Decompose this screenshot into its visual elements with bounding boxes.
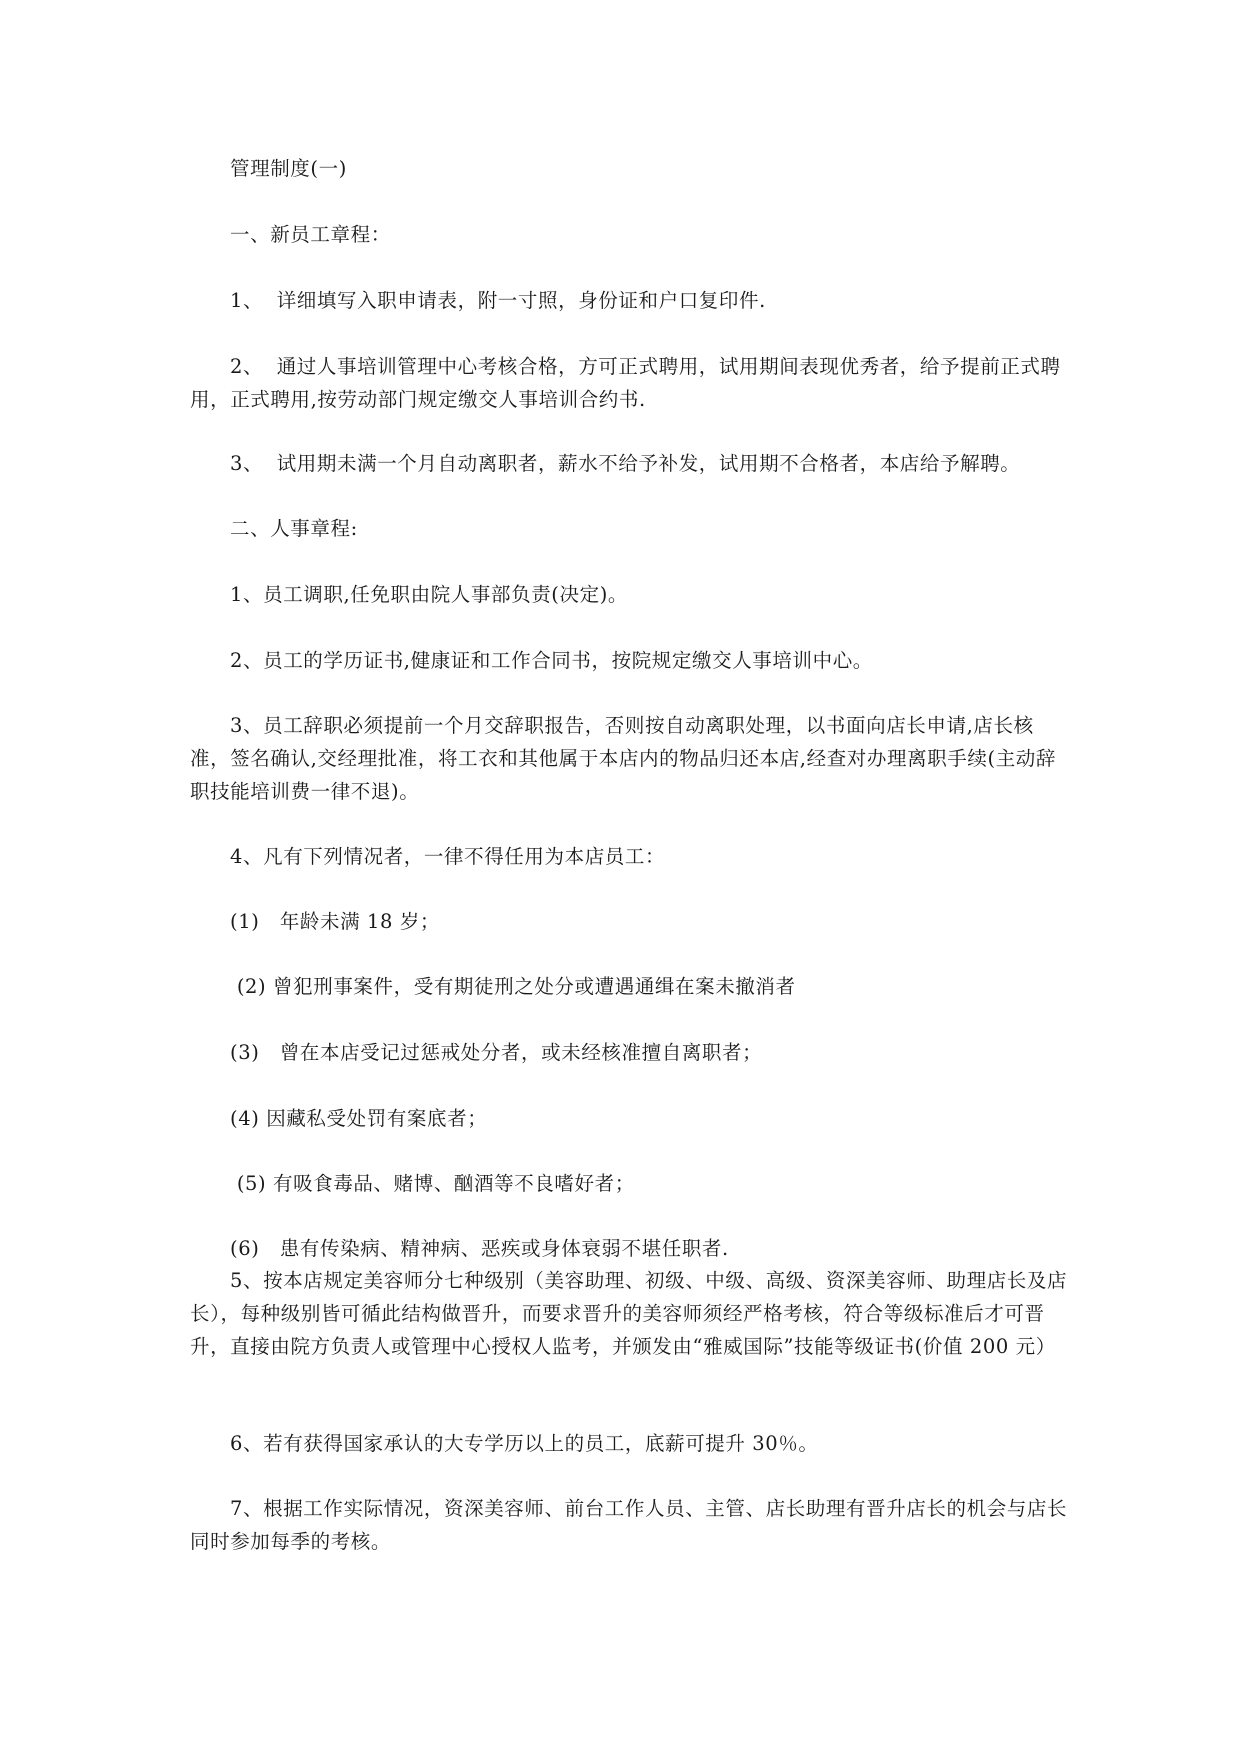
paragraph: 7、根据工作实际情况，资深美容师、前台工作人员、主管、店长助理有晋升店长的机会与店长同时参加每季的考核。	[190, 1497, 1068, 1553]
list-item: (4) 因藏私受处罚有案底者；	[230, 1107, 488, 1130]
list-item: (2) 曾犯刑事案件，受有期徒刑之处分或遭遇通缉在案未撤消者	[230, 975, 796, 998]
paragraph: 3、 试用期未满一个月自动离职者，薪水不给予补发，试用期不合格者，本店给予解聘。	[230, 452, 1021, 475]
section-heading-personnel: 二、人事章程:	[230, 517, 358, 540]
document-title: 管理制度(一)	[230, 157, 347, 180]
paragraph: 2、 通过人事培训管理中心考核合格，方可正式聘用，试用期间表现优秀者，给予提前正式聘用，正式聘用,按劳动部门规定缴交人事培训合约书.	[190, 355, 1061, 411]
list-item: (5) 有吸食毒品、赌博、酗酒等不良嗜好者；	[230, 1172, 635, 1195]
paragraph: 4、凡有下列情况者，一律不得任用为本店员工：	[230, 845, 666, 868]
section-heading-new-staff: 一、新员工章程：	[230, 223, 391, 246]
paragraph: 1、 详细填写入职申请表，附一寸照，身份证和户口复印件.	[230, 289, 766, 312]
paragraph: 6、若有获得国家承认的大专学历以上的员工，底薪可提升 30％。	[230, 1432, 819, 1455]
paragraph: 3、员工辞职必须提前一个月交辞职报告，否则按自动离职处理，以书面向店长申请,店长核准，签名确认,交经理批准，将工衣和其他属于本店内的物品归还本店,经查对办理离职手续(主动辞职技能培训费一律不退)。	[190, 714, 1057, 803]
paragraph: 5、按本店规定美容师分七种级别（美容助理、初级、中级、高级、资深美容师、助理店长及店长），每种级别皆可循此结构做晋升，而要求晋升的美容师须经严格考核，符合等级标准后才可晋升，直接由院方负责人或管理中心授权人监考，并颁发由“雅威国际”技能等级证书(价值 200 元）	[190, 1269, 1068, 1358]
list-item: (6) 患有传染病、精神病、恶疾或身体衰弱不堪任职者.	[230, 1237, 729, 1260]
list-item: (1) 年龄未满 18 岁；	[230, 910, 441, 933]
paragraph: 2、员工的学历证书,健康证和工作合同书，按院规定缴交人事培训中心。	[230, 649, 873, 672]
paragraph: 1、员工调职,任免职由院人事部负责(决定)。	[230, 583, 629, 606]
list-item: (3) 曾在本店受记过惩戒处分者，或未经核准擅自离职者；	[230, 1041, 763, 1064]
